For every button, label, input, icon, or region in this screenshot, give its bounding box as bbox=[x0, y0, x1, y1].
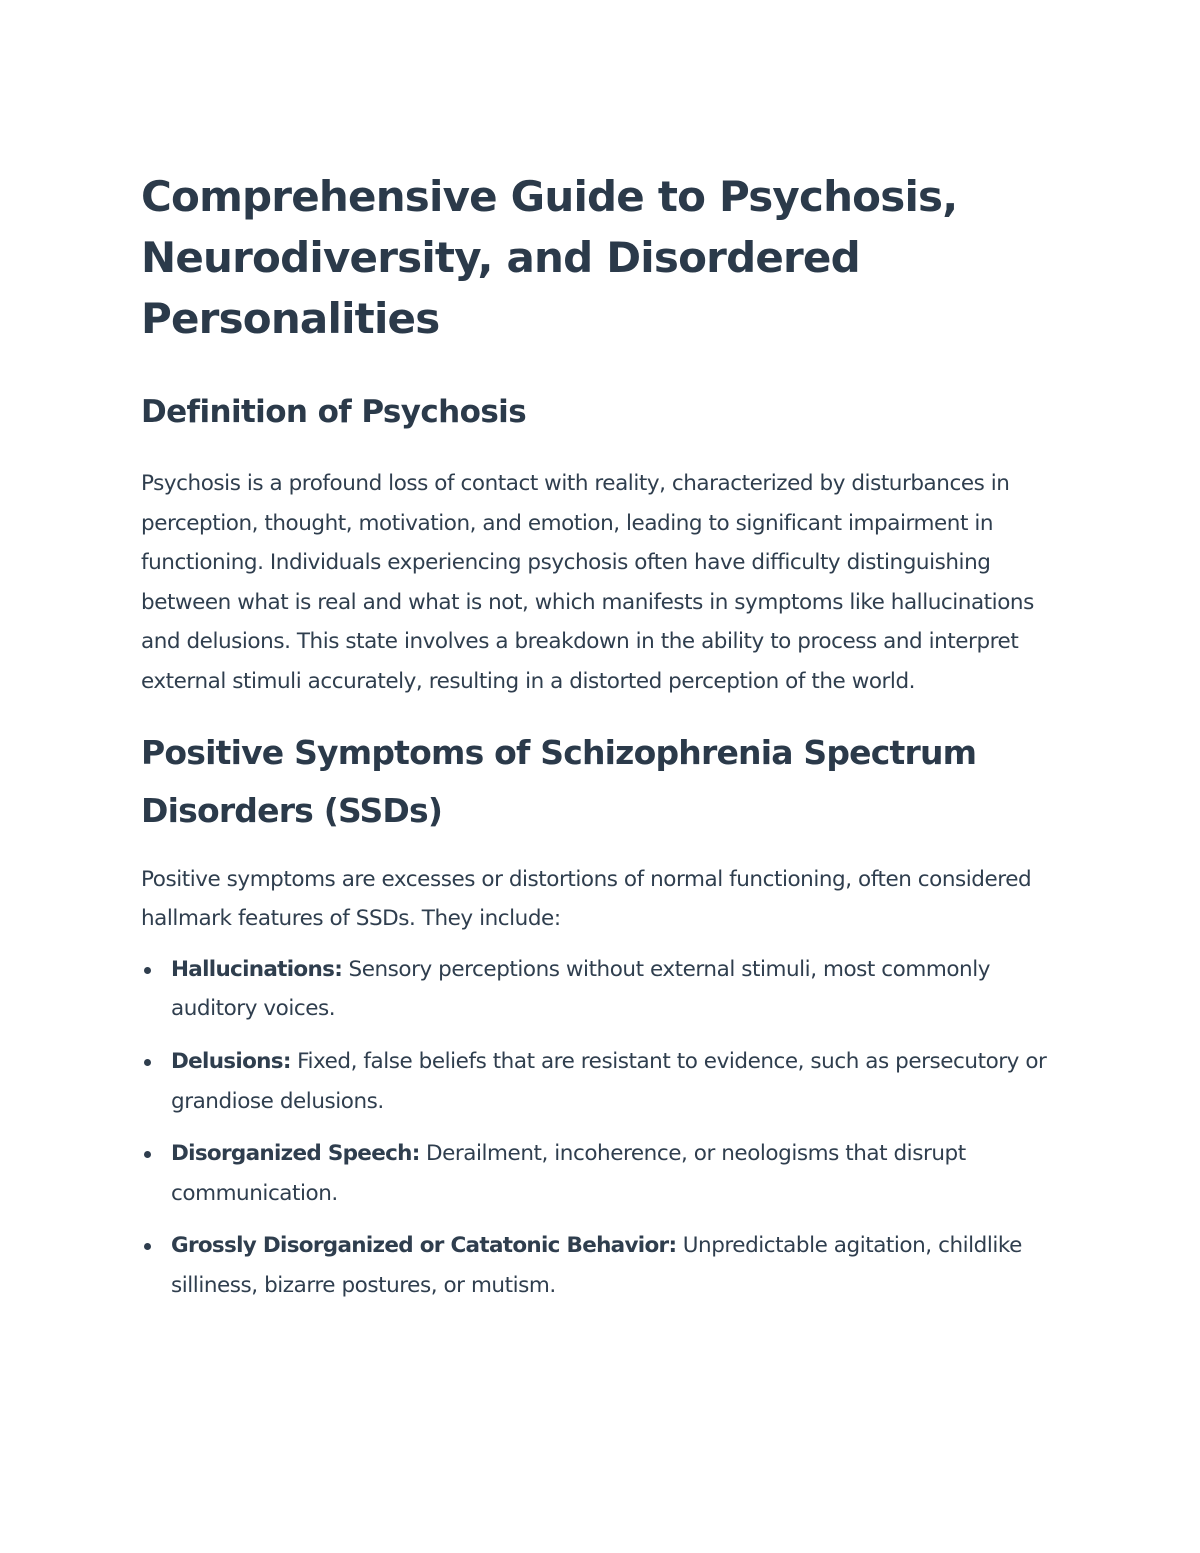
bullet-text: Sensory perceptions without external stimuli, most commonly auditory voices. bbox=[171, 956, 991, 1022]
bullet-term: Disorganized Speech: bbox=[171, 1141, 420, 1167]
bullet-text: Unpredictable agitation, childlike silliness, bizarre postures, or mutism. bbox=[171, 1233, 1022, 1298]
list-item bbox=[141, 1134, 1071, 1213]
bullet-icon bbox=[144, 1243, 151, 1250]
symptom-list bbox=[141, 950, 1071, 1306]
section-positive-symptoms bbox=[141, 724, 1071, 1306]
section-paragraph: Psychosis is a profound loss of contact with reality, characterized by disturbances in perception, thought, motivation, and emotion, leading to significant impairment in functioning. Individuals experiencing psychosis often have difficulty distinguishing between what is real and what is not, which manifests in symptoms like hallucinations and delusions. This state involves a breakdown in the ability to process and interpret external stimuli accurately, resulting in a distorted perception of the world. bbox=[141, 471, 1034, 694]
bullet-term: Grossly Disorganized or Catatonic Behavior: bbox=[171, 1233, 677, 1259]
bullet-term: Hallucinations: bbox=[171, 956, 343, 982]
bullet-icon bbox=[144, 1151, 151, 1158]
bullet-icon bbox=[144, 967, 151, 974]
bullet-icon bbox=[144, 1059, 151, 1066]
bullet-text: Fixed, false beliefs that are resistant to evidence, such as persecutory or grandiose delusions. bbox=[171, 1048, 1047, 1114]
section-definition-of-psychosis bbox=[141, 387, 1071, 702]
list-item bbox=[141, 1042, 1071, 1121]
section-heading: Definition of Psychosis bbox=[141, 394, 527, 430]
document-title: Comprehensive Guide to Psychosis, Neurodiversity, and Disordered Personalities bbox=[141, 172, 958, 343]
bullet-text: Derailment, incoherence, or neologisms that disrupt communication. bbox=[171, 1141, 966, 1206]
bullet-term: Delusions: bbox=[171, 1048, 291, 1074]
list-item bbox=[141, 950, 1071, 1029]
section-paragraph: Positive symptoms are excesses or distortions of normal functioning, often considered hallmark features of SSDs. They include: bbox=[141, 866, 1032, 932]
list-item bbox=[141, 1226, 1071, 1305]
document-page bbox=[141, 166, 1071, 1319]
section-heading: Positive Symptoms of Schizophrenia Spectrum Disorders (SSDs) bbox=[141, 732, 977, 830]
